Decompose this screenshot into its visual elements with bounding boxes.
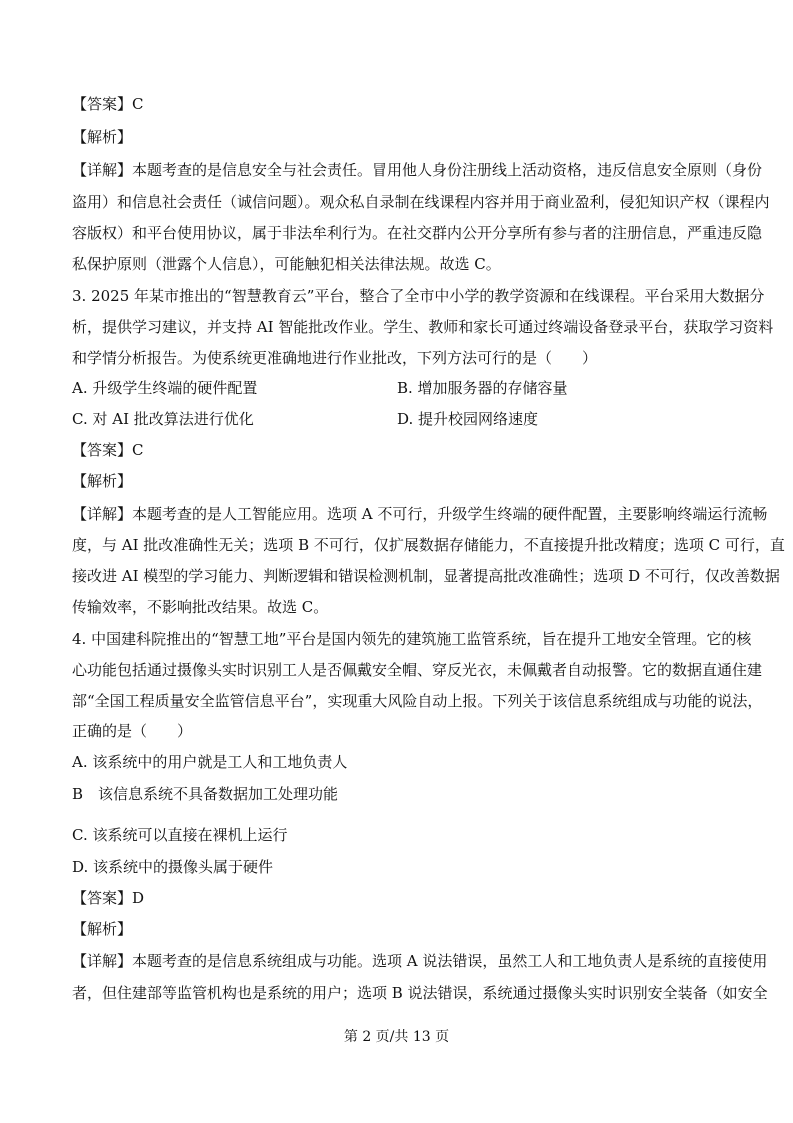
q4-answer: 【答案】D bbox=[72, 889, 145, 907]
q3-detail-line: 接改进 AI 模型的学习能力、判断逻辑和错误检测机制，显著提高批改准确性；选项 D 不可行，仅改善数据 bbox=[72, 567, 780, 585]
q2-answer: 【答案】C bbox=[72, 95, 144, 113]
page-number-footer: 第 2 页/共 13 页 bbox=[343, 1029, 450, 1045]
q2-detail-line: 容版权）和平台使用协议，属于非法牟利行为。在社交群内公开分享所有参与者的注册信息，严重违反隐 bbox=[72, 224, 763, 242]
q3-option-d: D. 提升校园网络速度 bbox=[397, 410, 539, 428]
q4-option-d: D. 该系统中的摄像头属于硬件 bbox=[72, 858, 274, 876]
q3-analysis-label: 【解析】 bbox=[72, 472, 133, 490]
q4-stem-line: 部“全国工程质量安全监管信息平台”，实现重大风险自动上报。下列关于该信息系统组成与功能的说法， bbox=[72, 692, 763, 710]
q3-detail-line: 度，与 AI 批改准确性无关；选项 B 不可行，仅扩展数据存储能力，不直接提升批改精度；选项 C 可行，直 bbox=[72, 536, 785, 554]
q4-option-a: A. 该系统中的用户就是工人和工地负责人 bbox=[72, 753, 348, 771]
q3-answer: 【答案】C bbox=[72, 441, 144, 459]
q3-detail-line: 传输效率，不影响批改结果。故选 C。 bbox=[72, 598, 329, 616]
q3-stem-line: 析，提供学习建议，并支持 AI 智能批改作业。学生、教师和家长可通过终端设备登录平台，获取学习资料 bbox=[72, 318, 774, 336]
q4-stem-line: 心功能包括通过摄像头实时识别工人是否佩戴安全帽、穿反光衣，未佩戴者自动报警。它的数据直通住建 bbox=[72, 661, 763, 679]
q2-detail-line: 私保护原则（泄露个人信息），可能触犯相关法律法规。故选 C。 bbox=[72, 255, 501, 273]
q4-analysis-label: 【解析】 bbox=[72, 920, 133, 938]
q4-detail-line: 【详解】本题考查的是信息系统组成与功能。选项 A 说法错误，虽然工人和工地负责人是系统的直接使用 bbox=[72, 952, 768, 970]
q4-stem-line: 4. 中国建科院推出的“智慧工地”平台是国内领先的建筑施工监管系统，旨在提升工地安全管理。它的核 bbox=[72, 630, 752, 648]
q2-analysis-label: 【解析】 bbox=[72, 128, 133, 146]
q4-option-c: C. 该系统可以直接在裸机上运行 bbox=[72, 826, 288, 844]
q3-detail-line: 【详解】本题考查的是人工智能应用。选项 A 不可行，升级学生终端的硬件配置，主要影响终端运行流畅 bbox=[72, 505, 768, 523]
q4-detail-line: 者，但住建部等监管机构也是系统的用户；选项 B 说法错误，系统通过摄像头实时识别安全装备（如安全 bbox=[72, 984, 768, 1002]
q2-detail-line: 【详解】本题考查的是信息安全与社会责任。冒用他人身份注册线上活动资格，违反信息安全原则（身份 bbox=[72, 161, 763, 179]
q3-option-b: B. 增加服务器的存储容量 bbox=[397, 379, 568, 397]
q3-option-c: C. 对 AI 批改算法进行优化 bbox=[72, 410, 254, 428]
q3-stem-line: 和学情分析报告。为使系统更准确地进行作业批改，下列方法可行的是（ ） bbox=[72, 349, 598, 367]
q3-option-a: A. 升级学生终端的硬件配置 bbox=[72, 379, 258, 397]
q3-stem-line: 3. 2025 年某市推出的“智慧教育云”平台，整合了全市中小学的教学资源和在线课程。平台采用大数据分 bbox=[72, 287, 765, 305]
q2-detail-line: 盗用）和信息社会责任（诚信问题）。观众私自录制在线课程内容并用于商业盈利，侵犯知识产权（课程内 bbox=[72, 193, 770, 211]
q4-stem-line: 正确的是（ ） bbox=[72, 722, 193, 740]
q4-option-b: B 该信息系统不具备数据加工处理功能 bbox=[72, 785, 339, 803]
